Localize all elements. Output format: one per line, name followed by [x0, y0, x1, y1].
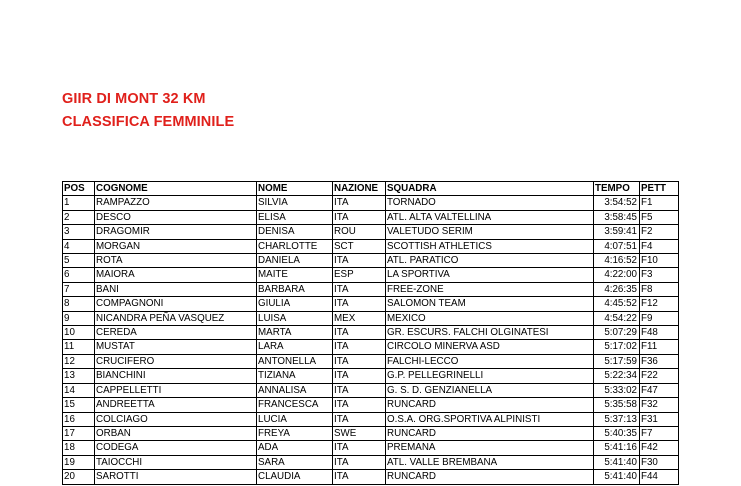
cell-cognome: NICANDRA PEÑA VASQUEZ: [95, 311, 257, 325]
cell-tempo: 5:07:29: [594, 326, 640, 340]
cell-nazione: ROU: [333, 225, 386, 239]
cell-pos: 7: [63, 282, 95, 296]
cell-pos: 2: [63, 210, 95, 224]
cell-squadra: RUNCARD: [386, 470, 594, 484]
cell-tempo: 5:35:58: [594, 398, 640, 412]
cell-tempo: 3:54:52: [594, 196, 640, 210]
cell-cognome: ANDREETTA: [95, 398, 257, 412]
cell-nome: ELISA: [257, 210, 333, 224]
cell-pos: 5: [63, 254, 95, 268]
cell-nazione: ITA: [333, 369, 386, 383]
cell-nazione: ITA: [333, 455, 386, 469]
table-row: [63, 254, 679, 268]
cell-nazione: SWE: [333, 426, 386, 440]
cell-pos: 15: [63, 398, 95, 412]
table-row: [63, 441, 679, 455]
cell-nazione: ITA: [333, 354, 386, 368]
cell-squadra: VALETUDO SERIM: [386, 225, 594, 239]
cell-nazione: ITA: [333, 340, 386, 354]
cell-pett: F5: [640, 210, 679, 224]
table-row: [63, 326, 679, 340]
cell-pett: F4: [640, 239, 679, 253]
cell-pett: F30: [640, 455, 679, 469]
cell-pos: 14: [63, 383, 95, 397]
cell-cognome: DESCO: [95, 210, 257, 224]
table-row: [63, 196, 679, 210]
cell-pett: F47: [640, 383, 679, 397]
cell-cognome: SAROTTI: [95, 470, 257, 484]
cell-nazione: SCT: [333, 239, 386, 253]
cell-pos: 11: [63, 340, 95, 354]
cell-nome: MAITE: [257, 268, 333, 282]
cell-nazione: ITA: [333, 282, 386, 296]
cell-cognome: ROTA: [95, 254, 257, 268]
cell-nome: DENISA: [257, 225, 333, 239]
cell-pos: 18: [63, 441, 95, 455]
cell-cognome: CRUCIFERO: [95, 354, 257, 368]
cell-nazione: ITA: [333, 254, 386, 268]
cell-nome: LARA: [257, 340, 333, 354]
cell-squadra: PREMANA: [386, 441, 594, 455]
cell-pett: F11: [640, 340, 679, 354]
cell-nazione: ITA: [333, 210, 386, 224]
column-header-squadra: SQUADRA: [386, 182, 594, 196]
column-header-nome: NOME: [257, 182, 333, 196]
cell-pett: F32: [640, 398, 679, 412]
cell-nazione: ITA: [333, 196, 386, 210]
cell-squadra: ATL. PARATICO: [386, 254, 594, 268]
cell-tempo: 5:17:02: [594, 340, 640, 354]
cell-nazione: MEX: [333, 311, 386, 325]
cell-tempo: 5:41:40: [594, 470, 640, 484]
table-row: [63, 268, 679, 282]
cell-nome: ANTONELLA: [257, 354, 333, 368]
cell-squadra: TORNADO: [386, 196, 594, 210]
cell-pett: F44: [640, 470, 679, 484]
cell-cognome: COLCIAGO: [95, 412, 257, 426]
cell-squadra: SCOTTISH ATHLETICS: [386, 239, 594, 253]
cell-cognome: BANI: [95, 282, 257, 296]
cell-pett: F9: [640, 311, 679, 325]
table-row: [63, 398, 679, 412]
cell-squadra: G. S. D. GENZIANELLA: [386, 383, 594, 397]
cell-nome: CLAUDIA: [257, 470, 333, 484]
cell-cognome: CEREDA: [95, 326, 257, 340]
table-row: [63, 412, 679, 426]
cell-nazione: ESP: [333, 268, 386, 282]
cell-nome: FREYA: [257, 426, 333, 440]
cell-pett: F8: [640, 282, 679, 296]
cell-nome: GIULIA: [257, 297, 333, 311]
cell-tempo: 5:17:59: [594, 354, 640, 368]
cell-pett: F42: [640, 441, 679, 455]
table-row: [63, 210, 679, 224]
cell-squadra: G.P. PELLEGRINELLI: [386, 369, 594, 383]
table-header-row: [63, 182, 679, 196]
table-body: [63, 196, 679, 484]
cell-pett: F48: [640, 326, 679, 340]
cell-nome: LUISA: [257, 311, 333, 325]
cell-nome: BARBARA: [257, 282, 333, 296]
cell-nome: SILVIA: [257, 196, 333, 210]
cell-tempo: 4:07:51: [594, 239, 640, 253]
cell-tempo: 5:22:34: [594, 369, 640, 383]
cell-cognome: COMPAGNONI: [95, 297, 257, 311]
cell-squadra: FREE-ZONE: [386, 282, 594, 296]
page-subtitle: CLASSIFICA FEMMINILE: [62, 114, 235, 130]
table-row: [63, 455, 679, 469]
cell-pett: F2: [640, 225, 679, 239]
cell-squadra: FALCHI-LECCO: [386, 354, 594, 368]
cell-pos: 17: [63, 426, 95, 440]
cell-nome: LUCIA: [257, 412, 333, 426]
cell-pos: 8: [63, 297, 95, 311]
cell-pos: 3: [63, 225, 95, 239]
cell-pos: 4: [63, 239, 95, 253]
cell-squadra: ATL. ALTA VALTELLINA: [386, 210, 594, 224]
column-header-cognome: COGNOME: [95, 182, 257, 196]
table-row: [63, 340, 679, 354]
cell-pos: 13: [63, 369, 95, 383]
cell-nome: TIZIANA: [257, 369, 333, 383]
cell-squadra: LA SPORTIVA: [386, 268, 594, 282]
table-row: [63, 470, 679, 484]
cell-cognome: CODEGA: [95, 441, 257, 455]
column-header-tempo: TEMPO: [594, 182, 640, 196]
cell-nome: MARTA: [257, 326, 333, 340]
document-header: [62, 88, 234, 134]
cell-cognome: BIANCHINI: [95, 369, 257, 383]
cell-pos: 1: [63, 196, 95, 210]
cell-tempo: 5:37:13: [594, 412, 640, 426]
cell-tempo: 5:33:02: [594, 383, 640, 397]
cell-pett: F22: [640, 369, 679, 383]
cell-cognome: MORGAN: [95, 239, 257, 253]
cell-cognome: MUSTAT: [95, 340, 257, 354]
table-row: [63, 426, 679, 440]
cell-pett: F7: [640, 426, 679, 440]
cell-pos: 6: [63, 268, 95, 282]
cell-pett: F31: [640, 412, 679, 426]
cell-tempo: 5:41:16: [594, 441, 640, 455]
cell-cognome: CAPPELLETTI: [95, 383, 257, 397]
cell-nome: DANIELA: [257, 254, 333, 268]
column-header-nazione: NAZIONE: [333, 182, 386, 196]
cell-nome: ADA: [257, 441, 333, 455]
table-row: [63, 297, 679, 311]
cell-pett: F1: [640, 196, 679, 210]
cell-tempo: 3:59:41: [594, 225, 640, 239]
cell-nome: ANNALISA: [257, 383, 333, 397]
cell-cognome: MAIORA: [95, 268, 257, 282]
table-row: [63, 239, 679, 253]
cell-squadra: SALOMON TEAM: [386, 297, 594, 311]
table-row: [63, 282, 679, 296]
cell-tempo: 3:58:45: [594, 210, 640, 224]
cell-tempo: 4:22:00: [594, 268, 640, 282]
cell-pos: 10: [63, 326, 95, 340]
cell-nazione: ITA: [333, 398, 386, 412]
cell-pos: 20: [63, 470, 95, 484]
cell-cognome: DRAGOMIR: [95, 225, 257, 239]
table-row: [63, 311, 679, 325]
cell-tempo: 4:45:52: [594, 297, 640, 311]
cell-squadra: MEXICO: [386, 311, 594, 325]
cell-tempo: 4:54:22: [594, 311, 640, 325]
cell-pett: F36: [640, 354, 679, 368]
cell-tempo: 5:41:40: [594, 455, 640, 469]
cell-squadra: ATL. VALLE BREMBANA: [386, 455, 594, 469]
cell-nazione: ITA: [333, 412, 386, 426]
column-header-pos: POS: [63, 182, 95, 196]
cell-nome: FRANCESCA: [257, 398, 333, 412]
cell-pett: F3: [640, 268, 679, 282]
cell-nome: SARA: [257, 455, 333, 469]
cell-pos: 9: [63, 311, 95, 325]
cell-nazione: ITA: [333, 326, 386, 340]
cell-squadra: CIRCOLO MINERVA ASD: [386, 340, 594, 354]
cell-squadra: O.S.A. ORG.SPORTIVA ALPINISTI: [386, 412, 594, 426]
table-row: [63, 225, 679, 239]
cell-nazione: ITA: [333, 383, 386, 397]
cell-squadra: RUNCARD: [386, 426, 594, 440]
cell-nazione: ITA: [333, 470, 386, 484]
cell-pos: 12: [63, 354, 95, 368]
cell-cognome: ORBAN: [95, 426, 257, 440]
cell-nazione: ITA: [333, 297, 386, 311]
cell-cognome: RAMPAZZO: [95, 196, 257, 210]
column-header-pett: PETT: [640, 182, 679, 196]
cell-cognome: TAIOCCHI: [95, 455, 257, 469]
cell-tempo: 5:40:35: [594, 426, 640, 440]
cell-nazione: ITA: [333, 441, 386, 455]
cell-pett: F10: [640, 254, 679, 268]
page-title: GIIR DI MONT 32 KM: [62, 91, 206, 107]
cell-squadra: RUNCARD: [386, 398, 594, 412]
cell-pos: 16: [63, 412, 95, 426]
table-row: [63, 369, 679, 383]
cell-tempo: 4:16:52: [594, 254, 640, 268]
cell-tempo: 4:26:35: [594, 282, 640, 296]
table-row: [63, 383, 679, 397]
cell-pos: 19: [63, 455, 95, 469]
table-row: [63, 354, 679, 368]
cell-nome: CHARLOTTE: [257, 239, 333, 253]
cell-pett: F12: [640, 297, 679, 311]
table-header: [63, 182, 679, 196]
cell-squadra: GR. ESCURS. FALCHI OLGINATESI: [386, 326, 594, 340]
results-table: [62, 181, 679, 485]
